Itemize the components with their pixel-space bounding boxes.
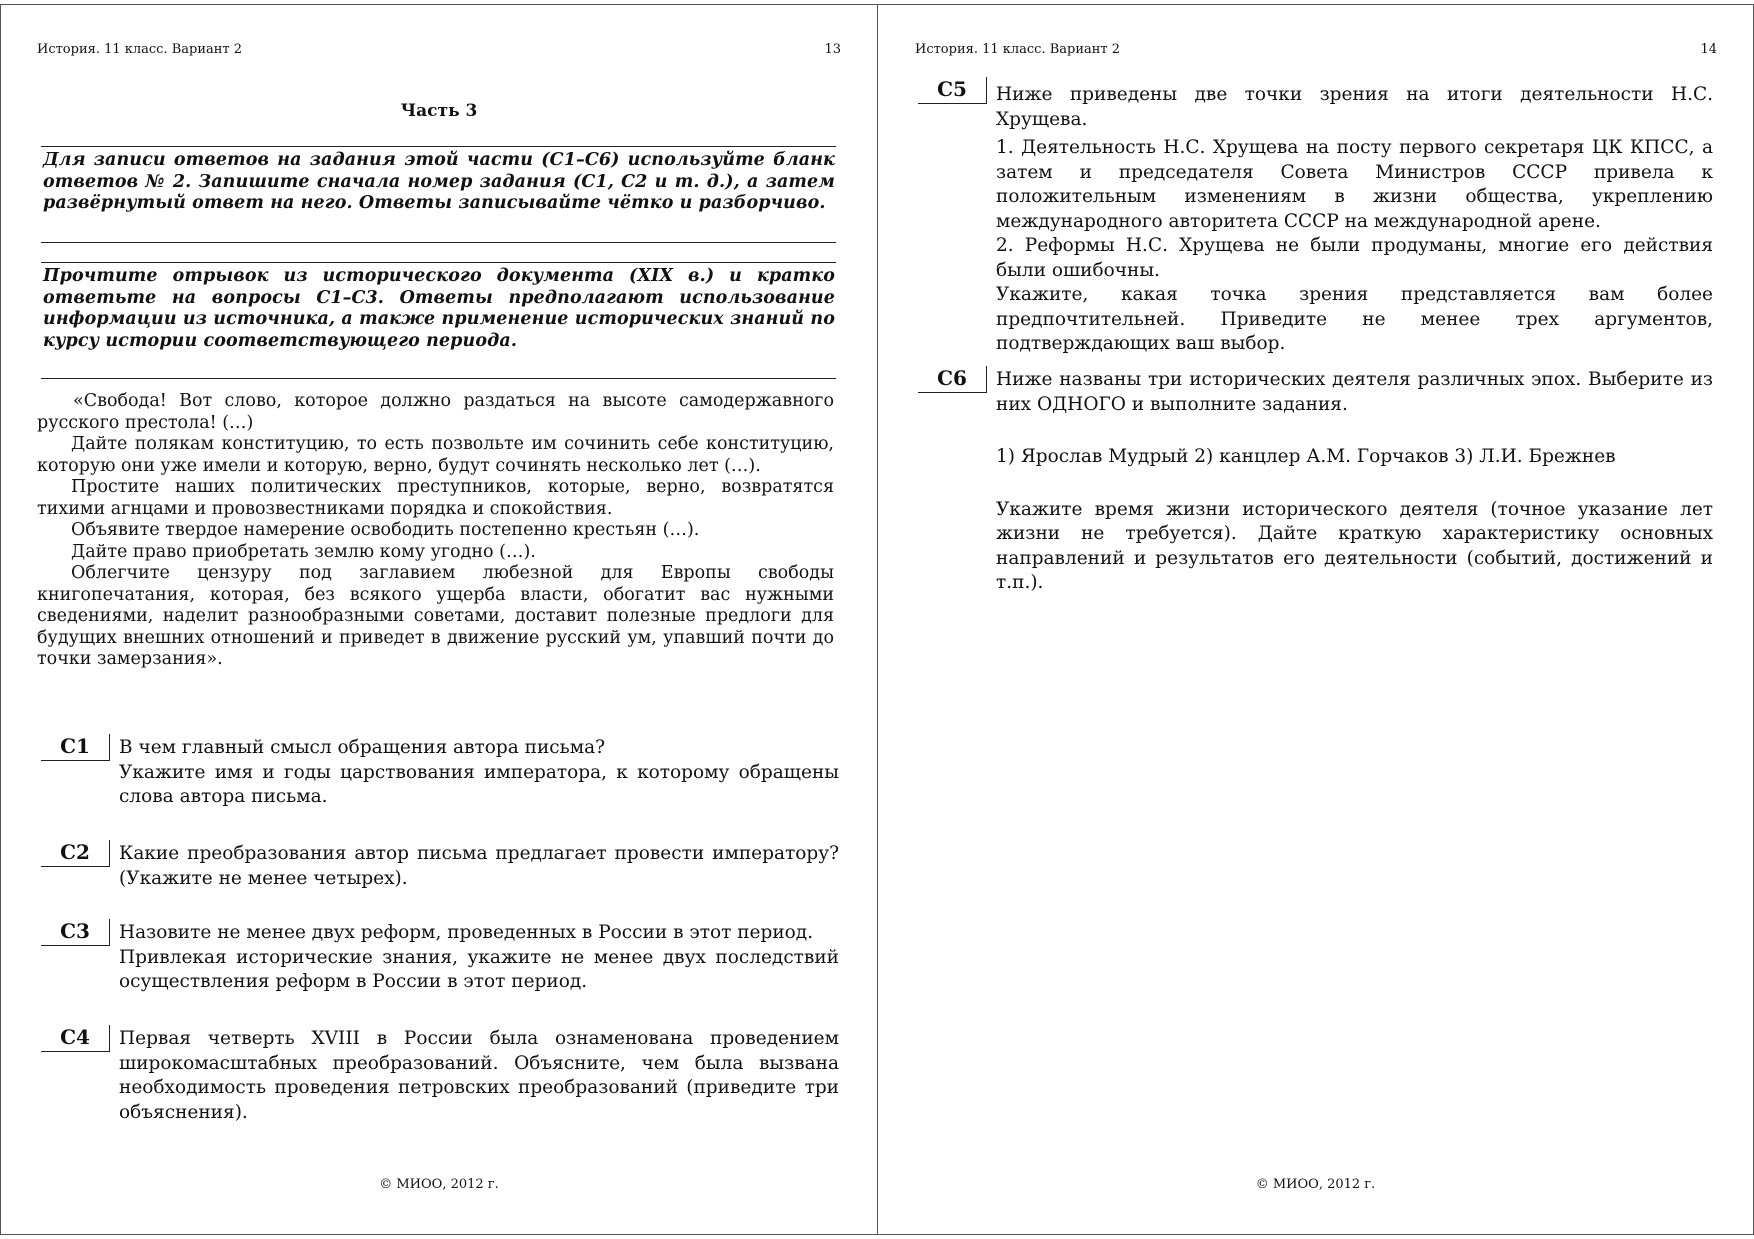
question-tag: С3 [41, 919, 110, 946]
right-page [877, 4, 1754, 1235]
page-number: 13 [824, 42, 841, 57]
question-tag: С5 [918, 77, 987, 104]
part-title: Часть 3 [400, 101, 478, 121]
question-line: Назовите не менее двух реформ, проведенных в России в этот период. [119, 922, 814, 943]
page-footer: © МИОО, 2012 г. [1255, 1177, 1376, 1192]
instruction-answer-form: Для записи ответов на задания этой части (С1–С6) используйте бланк ответов № 2. Запишите сначала номер задания (С1, С2 и т. д.), а затем развёрнутый ответ на него. Ответы записывайте чётко и разборчиво. [43, 150, 835, 213]
question-line: Первая четверть XVIII в России была ознаменована проведением широкомасштабных преобразований. Объясните, чем была вызвана необходимость проведения петровских преобразований (приведите три объяснения). [119, 1028, 839, 1123]
source-paragraph: Дайте право приобретать землю кому угодно (…). [71, 541, 536, 562]
question-text [996, 368, 1713, 596]
divider [41, 262, 836, 263]
question-line: Привлекая исторические знания, укажите не менее двух последствий осуществления реформ в России в этот период. [119, 946, 839, 992]
question-line: В чем главный смысл обращения автора письма? [119, 737, 606, 758]
source-paragraph: Простите наших политических преступников, которые, верно, возвратятся тихими агнцами и провозвестниками порядка и спокойствия. [37, 477, 834, 519]
question-line: Ниже приведены две точки зрения на итоги деятельности Н.С. Хрущева. [996, 84, 1713, 130]
divider [41, 242, 836, 243]
instruction-read-source: Прочтите отрывок из исторического документа (XIX в.) и кратко ответьте на вопросы С1–С3. Ответы предполагают использование информации из источника, а также применение исторических знаний по курсу истории соответствующего периода. [43, 266, 835, 351]
question-line: 2. Реформы Н.С. Хрущева не были продуманы, многие его действия были ошибочны. [996, 235, 1713, 281]
question-text [119, 921, 839, 995]
page-header-title: История. 11 класс. Вариант 2 [915, 42, 1121, 57]
question-tag: С2 [41, 840, 110, 867]
divider [41, 146, 836, 147]
page-footer: © МИОО, 2012 г. [379, 1177, 499, 1192]
historical-source-text [37, 391, 834, 671]
question-line: 1) Ярослав Мудрый 2) канцлер А.М. Горчаков 3) Л.И. Брежнев [996, 446, 1616, 467]
question-text [996, 83, 1713, 357]
source-paragraph: Облегчите цензуру под заглавием любезной для Европы свободы книгопечатания, которая, без всякого ущерба власти, обогатит вас нужными сведениями, наделит разнообразными советами, доставит полезные предлоги для будущих внешних отношений и приведет в движение русский ум, упавший почти до точки замерзания». [37, 563, 834, 669]
question-line: Какие преобразования автор письма предлагает провести императору? (Укажите не менее четырех). [119, 843, 839, 889]
question-text [119, 842, 839, 891]
left-page [0, 4, 878, 1235]
page-number: 14 [1700, 42, 1717, 57]
question-line: 1. Деятельность Н.С. Хрущева на посту первого секретаря ЦК КПСС, а затем и председателя Совета Министров СССР привела к положительным изменениям в жизни общества, укреплению международного авторитета СССР на международной арене. [996, 137, 1713, 232]
question-line: Укажите время жизни исторического деятеля (точное указание лет жизни не требуется). Дайте краткую характеристику основных направлений и результатов его деятельности (событий, достижений и т.п.). [996, 498, 1713, 593]
question-line: Укажите, какая точка зрения представляется вам более предпочтительней. Приведите не менее трех аргументов, подтверждающих ваш выбор. [996, 284, 1713, 354]
question-text [119, 1027, 839, 1125]
question-line: Укажите имя и годы царствования императора, к которому обращены слова автора письма. [119, 761, 839, 807]
divider [41, 378, 836, 379]
source-paragraph: Дайте полякам конституцию, то есть позвольте им сочинить себе конституцию, которую они уже имели и которую, верно, будут сочинять несколько лет (…). [37, 434, 834, 476]
page-header-title: История. 11 класс. Вариант 2 [37, 42, 243, 57]
source-paragraph: «Свобода! Вот слово, которое должно раздаться на высоте самодержавного русского престола! (…) [37, 391, 834, 433]
question-text [119, 736, 839, 810]
question-tag: С1 [41, 734, 110, 761]
question-tag: С4 [41, 1025, 110, 1052]
source-paragraph: Объявите твердое намерение освободить постепенно крестьян (…). [71, 520, 700, 540]
question-line: Ниже названы три исторических деятеля различных эпох. Выберите из них ОДНОГО и выполните задания. [996, 369, 1713, 415]
question-tag: С6 [918, 366, 987, 393]
